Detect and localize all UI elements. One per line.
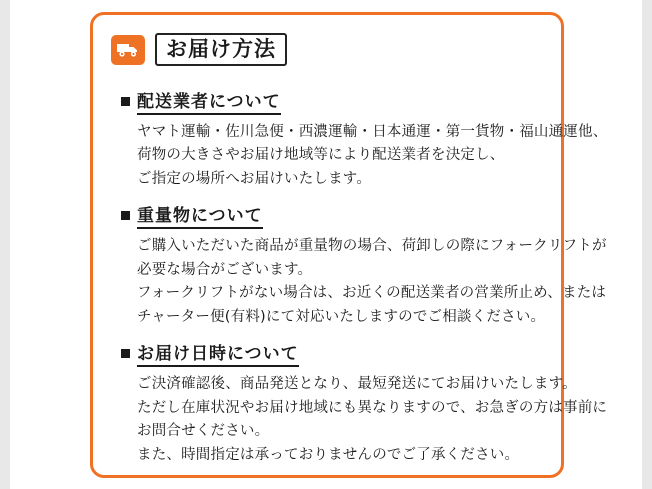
left-letterbox	[0, 0, 10, 489]
section-delivery-datetime-line-2: ただし在庫状況やお届け地域にも異なりますので、お急ぎの方は事前に	[137, 399, 608, 416]
section-delivery-datetime	[121, 339, 608, 467]
section-heavy-items-line-1: ご購入いただいた商品が重量物の場合、荷卸しの際にフォークリフトが	[137, 238, 607, 255]
page-title: お届け方法	[155, 33, 287, 66]
section-heavy-items-line-3: フォークリフトがない場合は、お近くの配送業者の営業所止め、または	[137, 285, 607, 302]
shipping-info-card	[90, 12, 608, 478]
card-header	[111, 33, 287, 66]
card-content	[121, 77, 608, 471]
bullet-square-icon	[121, 349, 130, 358]
bullet-square-icon	[121, 211, 130, 220]
section-carrier-line-1: ヤマト運輸・佐川急便・西濃運輸・日本通運・第一貨物・福山通運他、	[137, 124, 608, 140]
section-carrier-heading: 配送業者について	[121, 87, 545, 115]
delivery-truck-icon	[111, 35, 145, 65]
section-delivery-datetime-heading: お届け日時について	[121, 339, 545, 367]
section-carrier	[121, 87, 608, 191]
section-heavy-items	[121, 201, 607, 329]
section-heavy-items-line-2: 必要な場合がございます。	[137, 261, 313, 278]
section-delivery-datetime-line-1: ご決済確認後、商品発送となり、最短発送にてお届けいたします。	[137, 376, 577, 393]
section-delivery-datetime-line-4: また、時間指定は承っておりませんのでご了承ください。	[137, 446, 520, 463]
section-delivery-datetime-line-3: お問合せください。	[137, 423, 270, 440]
bullet-square-icon	[121, 97, 130, 106]
section-heavy-items-line-4: チャーター便(有料)にて対応いたしますのでご相談ください。	[137, 308, 546, 325]
section-carrier-line-3: ご指定の場所へお届けいたします。	[137, 170, 372, 187]
section-carrier-line-2: 荷物の大きさやお届け地域等により配送業者を決定し、	[137, 147, 505, 164]
right-letterbox	[642, 0, 652, 489]
section-heavy-items-heading: 重量物について	[121, 201, 545, 229]
